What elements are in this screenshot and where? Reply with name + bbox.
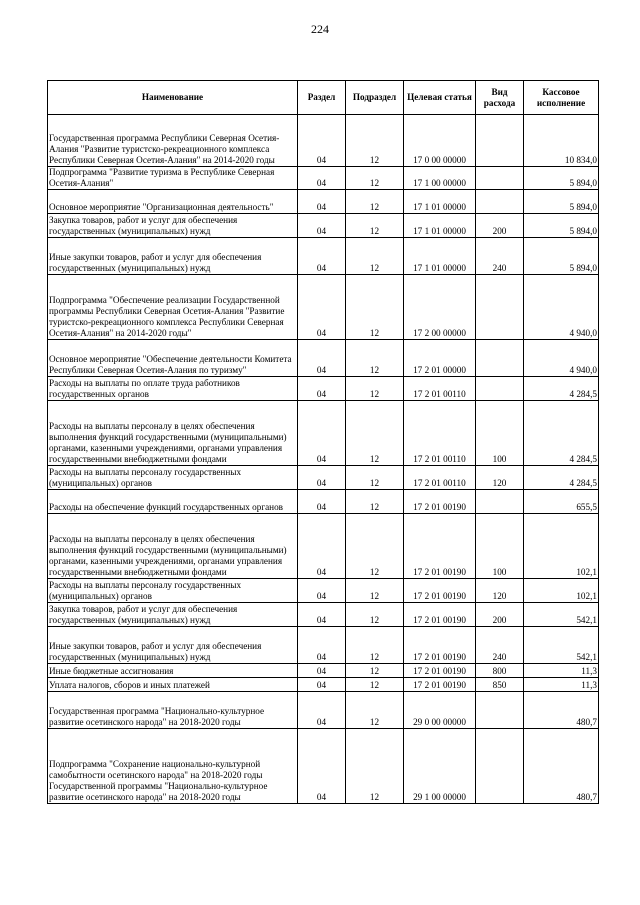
cell-name: Подпрограмма "Развитие туризма в Республике Северная Осетия-Алания" [48,167,298,190]
cell-statya: 17 1 01 00000 [404,238,476,275]
cell-amount: 4 284,5 [524,377,599,401]
header-podrazdel: Подраздел [346,81,404,115]
cell-razdel: 04 [298,167,346,190]
cell-razdel: 04 [298,115,346,167]
cell-vid [476,692,524,729]
header-razdel: Раздел [298,81,346,115]
cell-name: Закупка товаров, работ и услуг для обеспечения государственных (муниципальных) нужд [48,214,298,238]
cell-vid [476,729,524,804]
cell-statya: 17 2 01 00110 [404,466,476,490]
cell-podrazdel: 12 [346,579,404,603]
cell-name: Иные закупки товаров, работ и услуг для обеспечения государственных (муниципальных) нужд [48,627,298,664]
table-row [48,466,599,490]
cell-razdel: 04 [298,729,346,804]
cell-statya: 17 2 01 00110 [404,377,476,401]
table-row [48,190,599,214]
cell-razdel: 04 [298,214,346,238]
cell-amount: 11,3 [524,664,599,678]
cell-name: Расходы на выплаты персоналу в целях обеспечения выполнения функций государственными (муниципальными) органами, казенными учреждениями, органами управления государственными внебюджетными фондами [48,401,298,466]
table-row [48,275,599,340]
cell-amount: 5 894,0 [524,238,599,275]
cell-statya: 17 1 01 00000 [404,214,476,238]
cell-amount: 4 284,5 [524,466,599,490]
cell-podrazdel: 12 [346,603,404,627]
cell-name: Государственная программа Республики Северная Осетия-Алания "Развитие туристско-рекреационного комплекса Республики Северная Осетия-Алания" на 2014-2020 годы [48,115,298,167]
cell-amount: 4 284,5 [524,401,599,466]
cell-statya: 17 2 01 00190 [404,603,476,627]
cell-amount: 10 834,0 [524,115,599,167]
cell-podrazdel: 12 [346,214,404,238]
cell-amount: 480,7 [524,729,599,804]
cell-name: Подпрограмма "Обеспечение реализации Государственной программы Республики Северная Осетия-Алания "Развитие туристско-рекреационного комплекса Республики Северная Осетия-Алания" на 2014-2020 годы" [48,275,298,340]
cell-vid: 800 [476,664,524,678]
cell-name: Государственная программа "Национально-культурное развитие осетинского народа" на 2018-2020 годы [48,692,298,729]
cell-vid: 240 [476,238,524,275]
cell-statya: 17 0 00 00000 [404,115,476,167]
cell-name: Расходы на обеспечение функций государственных органов [48,490,298,514]
cell-name: Основное мероприятие "Обеспечение деятельности Комитета Республики Северная Осетия-Алания по туризму" [48,340,298,377]
table-row [48,167,599,190]
cell-amount: 102,1 [524,514,599,579]
cell-razdel: 04 [298,401,346,466]
cell-podrazdel: 12 [346,167,404,190]
cell-statya: 17 2 01 00190 [404,579,476,603]
cell-podrazdel: 12 [346,729,404,804]
table-row [48,692,599,729]
cell-amount: 102,1 [524,579,599,603]
cell-name: Подпрограмма "Сохранение национально-культурной самобытности осетинского народа" на 2018-2020 годы Государственной программы "Национально-культурное развитие осетинского народа" на 2018-2020 годы [48,729,298,804]
cell-razdel: 04 [298,692,346,729]
table-header-row [48,81,599,115]
cell-razdel: 04 [298,190,346,214]
cell-razdel: 04 [298,678,346,692]
table-row [48,627,599,664]
cell-amount: 5 894,0 [524,214,599,238]
table-row [48,214,599,238]
cell-razdel: 04 [298,275,346,340]
cell-podrazdel: 12 [346,490,404,514]
cell-vid [476,490,524,514]
cell-statya: 17 2 01 00190 [404,678,476,692]
cell-vid: 120 [476,579,524,603]
cell-vid [476,167,524,190]
cell-amount: 542,1 [524,627,599,664]
cell-statya: 17 2 01 00190 [404,514,476,579]
cell-podrazdel: 12 [346,627,404,664]
cell-podrazdel: 12 [346,340,404,377]
cell-amount: 4 940,0 [524,275,599,340]
table-row [48,377,599,401]
cell-razdel: 04 [298,514,346,579]
cell-amount: 542,1 [524,603,599,627]
cell-podrazdel: 12 [346,238,404,275]
table-row [48,514,599,579]
cell-statya: 29 0 00 00000 [404,692,476,729]
cell-razdel: 04 [298,340,346,377]
table-row [48,729,599,804]
cell-name: Закупка товаров, работ и услуг для обеспечения государственных (муниципальных) нужд [48,603,298,627]
cell-vid: 850 [476,678,524,692]
table-row [48,238,599,275]
cell-razdel: 04 [298,466,346,490]
cell-vid: 120 [476,466,524,490]
cell-vid: 200 [476,214,524,238]
cell-podrazdel: 12 [346,692,404,729]
cell-amount: 5 894,0 [524,190,599,214]
cell-razdel: 04 [298,664,346,678]
table-row [48,664,599,678]
cell-podrazdel: 12 [346,377,404,401]
cell-name: Расходы на выплаты по оплате труда работников государственных органов [48,377,298,401]
header-amount: Кассовое исполнение [524,81,599,115]
cell-razdel: 04 [298,377,346,401]
cell-vid [476,275,524,340]
cell-podrazdel: 12 [346,514,404,579]
cell-razdel: 04 [298,603,346,627]
cell-vid: 240 [476,627,524,664]
cell-podrazdel: 12 [346,466,404,490]
cell-statya: 17 2 00 00000 [404,275,476,340]
table-row [48,115,599,167]
cell-statya: 17 1 00 00000 [404,167,476,190]
table-row [48,340,599,377]
cell-razdel: 04 [298,627,346,664]
cell-podrazdel: 12 [346,664,404,678]
cell-razdel: 04 [298,490,346,514]
cell-name: Основное мероприятие "Организационная деятельность" [48,190,298,214]
cell-amount: 11,3 [524,678,599,692]
budget-table [47,80,599,804]
cell-statya: 17 1 01 00000 [404,190,476,214]
cell-name: Расходы на выплаты персоналу государственных (муниципальных) органов [48,579,298,603]
table-row [48,401,599,466]
cell-podrazdel: 12 [346,275,404,340]
header-statya: Целевая статья [404,81,476,115]
cell-razdel: 04 [298,579,346,603]
cell-name: Иные закупки товаров, работ и услуг для обеспечения государственных (муниципальных) нужд [48,238,298,275]
cell-podrazdel: 12 [346,401,404,466]
header-vid: Вид расхода [476,81,524,115]
cell-vid: 100 [476,401,524,466]
cell-vid [476,115,524,167]
cell-name: Расходы на выплаты персоналу государственных (муниципальных) органов [48,466,298,490]
page-number: 224 [311,22,329,36]
cell-amount: 4 940,0 [524,340,599,377]
cell-vid: 100 [476,514,524,579]
table-row [48,490,599,514]
cell-name: Иные бюджетные ассигнования [48,664,298,678]
cell-statya: 17 2 01 00190 [404,664,476,678]
cell-amount: 5 894,0 [524,167,599,190]
table-row [48,579,599,603]
cell-vid [476,340,524,377]
cell-statya: 29 1 00 00000 [404,729,476,804]
cell-statya: 17 2 01 00190 [404,490,476,514]
table-row [48,603,599,627]
table-row [48,678,599,692]
cell-name: Расходы на выплаты персоналу в целях обеспечения выполнения функций государственными (муниципальными) органами, казенными учреждениями, органами управления государственными внебюджетными фондами [48,514,298,579]
cell-amount: 480,7 [524,692,599,729]
cell-podrazdel: 12 [346,190,404,214]
cell-vid: 200 [476,603,524,627]
cell-statya: 17 2 01 00110 [404,401,476,466]
cell-statya: 17 2 01 00000 [404,340,476,377]
cell-podrazdel: 12 [346,115,404,167]
cell-vid [476,377,524,401]
cell-razdel: 04 [298,238,346,275]
cell-statya: 17 2 01 00190 [404,627,476,664]
cell-vid [476,190,524,214]
cell-name: Уплата налогов, сборов и иных платежей [48,678,298,692]
header-name: Наименование [48,81,298,115]
cell-amount: 655,5 [524,490,599,514]
cell-podrazdel: 12 [346,678,404,692]
